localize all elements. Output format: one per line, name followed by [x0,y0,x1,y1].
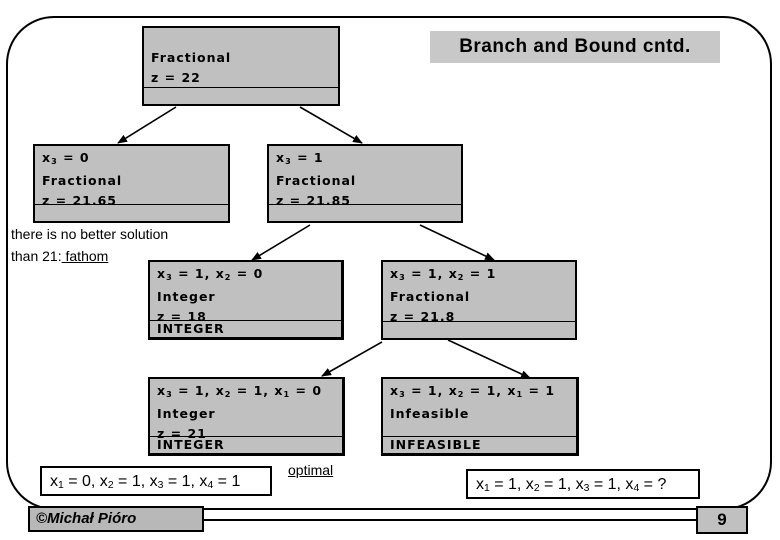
node-line: $x_3 = 1$, $x_2 = 1$ [390,266,497,282]
node-line: z = 21.85 [276,193,351,208]
node-x3-0 [33,144,230,223]
node-status: INFEASIBLE [383,436,576,453]
node-line: $x_3 = 0$ [42,150,90,166]
node-line: $x_3 = 1$ [276,150,324,166]
footer-rule [204,519,696,521]
node-line: z = 18 [157,309,207,324]
node-line: Fractional [151,50,232,65]
node-root [142,26,340,106]
fathom-label: fathom [61,248,109,264]
node-x3-1-x2-0 [148,260,344,340]
note-line: there is no better solution [11,226,169,242]
optimal-solution-box: $x_1 = 0$, $x_2 = 1$, $x_3 = 1$, $x_4 = 1$ [40,466,272,496]
node-status: INTEGER [150,436,342,453]
node-line: z = 21.65 [42,193,117,208]
node-line: Integer [157,289,216,304]
slide-title: Branch and Bound cntd. [430,31,720,63]
node-line: $x_3 = 1$, $x_2 = 1$, $x_1 = 1$ [390,383,556,399]
edge-n4-n6 [448,340,530,378]
edge-root-n1 [118,107,176,143]
fathom-note [11,223,168,267]
node-status: INTEGER [150,320,341,337]
author-badge: ©Michał Pióro [28,506,204,532]
node-line: Integer [157,406,216,421]
node-line: Fractional [42,173,123,188]
node-line: $x_3 = 1$, $x_2 = 1$, $x_1 = 0$ [157,383,323,399]
page-number: 9 [696,506,748,534]
optimal-label: optimal [288,462,334,478]
note-line [11,245,168,267]
node-status [144,87,338,104]
node-status [383,321,575,338]
node-line: Infeasible [390,406,470,421]
node-status [269,204,461,221]
node-x3-1-x2-1 [381,260,577,340]
note-prefix: than 21: [11,248,62,264]
edge-root-n2 [300,107,362,143]
node-line: z = 21.8 [390,309,456,324]
node-line: Fractional [390,289,471,304]
node-x3-1 [267,144,463,223]
open-solution-box: $x_1 = 1$, $x_2 = 1$, $x_3 = 1$, $x_4$ = ? [466,469,700,499]
node-x3-1-x2-1-x1-0 [148,377,345,456]
edge-n2-n4 [420,225,494,260]
node-x3-1-x2-1-x1-1 [381,377,579,456]
edge-n2-n3 [252,225,310,260]
node-line: z = 21 [157,426,207,441]
node-line: $x_3 = 1$, $x_2 = 0$ [157,266,264,282]
node-line: z = 22 [151,70,201,85]
node-line: Fractional [276,173,357,188]
edge-n4-n5 [322,342,382,376]
node-status [35,204,228,221]
